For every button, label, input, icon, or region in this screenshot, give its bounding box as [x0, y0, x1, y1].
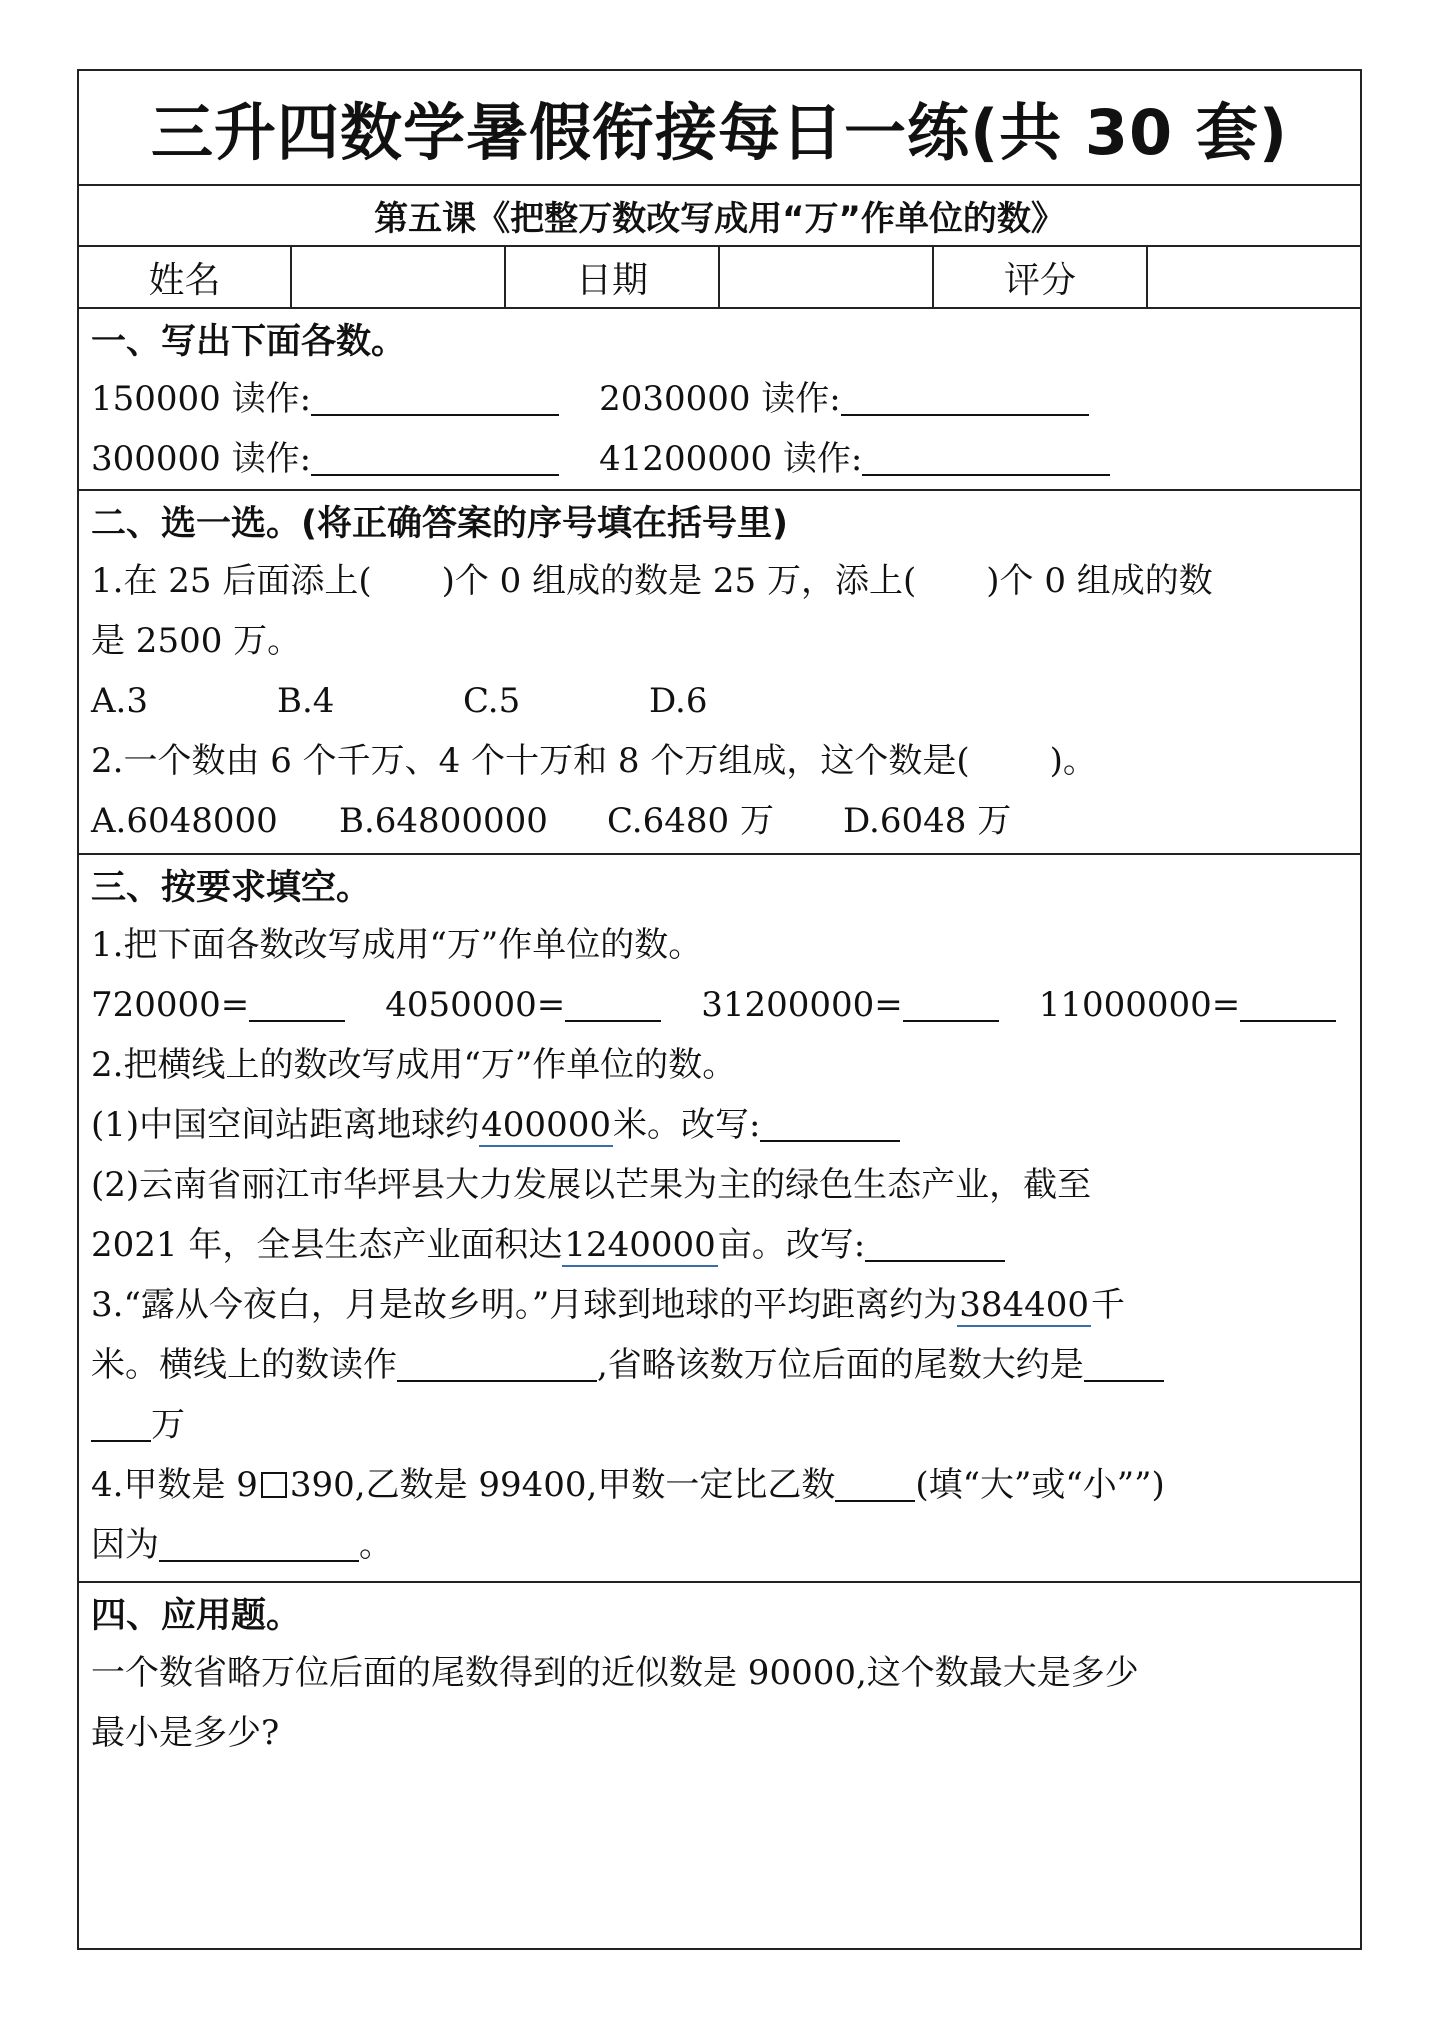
sec3-item: 4050000= — [385, 985, 566, 1025]
sec1-q4: 41200000 读作: — [599, 439, 863, 479]
answer-blank[interactable] — [91, 1400, 151, 1442]
sec1-line-2 — [91, 429, 1360, 489]
sec3-q4-text: 。 — [359, 1525, 393, 1565]
underlined-number: 400000 — [481, 1105, 611, 1145]
answer-blank[interactable] — [249, 980, 345, 1022]
sec2-q2-options — [91, 791, 1360, 851]
student-info-row — [79, 247, 1360, 309]
answer-blank[interactable] — [159, 1520, 359, 1562]
sec3-item: 11000000= — [1038, 985, 1241, 1025]
date-label: 日期 — [506, 247, 720, 307]
answer-blank[interactable] — [565, 980, 661, 1022]
answer-blank[interactable] — [835, 1460, 915, 1502]
name-field[interactable] — [292, 247, 506, 307]
score-label: 评分 — [934, 247, 1148, 307]
section-4-heading: 四、应用题。 — [91, 1596, 302, 1636]
sec1-q1: 150000 读作: — [91, 379, 312, 419]
answer-blank[interactable] — [841, 374, 1089, 416]
sec2-q2-text: 2.一个数由 6 个千万、4 个十万和 8 个万组成，这个数是( — [91, 741, 970, 781]
lesson-subtitle: 第五课《把整万数改写成用“万”作单位的数》 — [79, 186, 1360, 247]
sec4-question-line-2: 最小是多少? — [91, 1713, 280, 1753]
sec1-q3: 300000 读作: — [91, 439, 312, 479]
sec3-q2-2-line-1: (2)云南省丽江市华坪县大力发展以芒果为主的绿色生态产业，截至 — [91, 1165, 1092, 1205]
section-3 — [79, 855, 1360, 1583]
digit-box-icon[interactable] — [261, 1472, 287, 1498]
sec3-q4-text: 390,乙数是 99400,甲数一定比乙数 — [289, 1465, 836, 1505]
sec3-q3-text: ,省略该数万位后面的尾数大约是 — [597, 1345, 1084, 1385]
sec1-line-1 — [91, 369, 1360, 429]
sec3-q2-1 — [91, 1095, 1360, 1155]
sec2-q1-line-1 — [91, 551, 1360, 611]
section-2-heading: 二、选一选。(将正确答案的序号填在括号里) — [91, 504, 788, 544]
name-label: 姓名 — [79, 247, 292, 307]
sec3-q3-text: 千 — [1091, 1285, 1125, 1325]
sec3-q3-text: 3.“露从今夜白，月是故乡明。”月球到地球的平均距离约为 — [91, 1285, 958, 1325]
sec3-q4-line-1 — [91, 1455, 1360, 1515]
sec2-q1-text: 1.在 25 后面添上( — [91, 561, 372, 601]
sec3-q2-text: 米。改写: — [612, 1105, 761, 1145]
sec3-q4-text: (填“大”或“小””) — [915, 1465, 1165, 1505]
answer-blank[interactable] — [760, 1100, 900, 1142]
sec1-q2: 2030000 读作: — [599, 379, 841, 419]
answer-blank[interactable] — [903, 980, 999, 1022]
answer-blank[interactable] — [397, 1340, 597, 1382]
sec3-q4-line-2 — [91, 1515, 1360, 1575]
sec3-q3-text: 万 — [151, 1405, 185, 1445]
sec3-q3-line-3 — [91, 1395, 1360, 1455]
answer-blank[interactable] — [865, 1220, 1005, 1262]
sec2-q1-text: )个 0 组成的数是 25 万，添上( — [441, 561, 917, 601]
sec3-q2-text: 2021 年，全县生态产业面积达 — [91, 1225, 563, 1265]
option: B.4 — [277, 681, 335, 721]
option: B.64800000 — [339, 801, 548, 841]
underlined-number: 1240000 — [564, 1225, 716, 1265]
sec3-q4-text: 因为 — [91, 1525, 159, 1565]
worksheet-title: 三升四数学暑假衔接每日一练(共 30 套) — [79, 71, 1360, 186]
option: C.6480 万 — [607, 801, 774, 841]
sec3-q2-text: (1)中国空间站距离地球约 — [91, 1105, 480, 1145]
worksheet — [77, 69, 1362, 1950]
date-field[interactable] — [720, 247, 934, 307]
option: D.6048 万 — [843, 801, 1012, 841]
sec3-q3-line-1 — [91, 1275, 1360, 1335]
sec2-q1-text: )个 0 组成的数 — [986, 561, 1213, 601]
sec3-q2: 2.把横线上的数改写成用“万”作单位的数。 — [91, 1045, 737, 1085]
answer-area[interactable] — [91, 1763, 1360, 1943]
sec2-q2-line — [91, 731, 1360, 791]
sec3-q3-line-2 — [91, 1335, 1360, 1395]
section-3-heading: 三、按要求填空。 — [91, 868, 372, 908]
sec3-q2-text: 亩。改写: — [717, 1225, 866, 1265]
answer-blank[interactable] — [1240, 980, 1336, 1022]
sec3-q2-2-line-2 — [91, 1215, 1360, 1275]
option: A.3 — [91, 681, 148, 721]
option: D.6 — [649, 681, 708, 721]
section-1-heading: 一、写出下面各数。 — [91, 322, 407, 362]
sec3-q1-items — [91, 975, 1360, 1035]
section-2 — [79, 491, 1360, 855]
sec3-q1: 1.把下面各数改写成用“万”作单位的数。 — [91, 925, 703, 965]
sec4-question-line-1: 一个数省略万位后面的尾数得到的近似数是 90000,这个数最大是多少 — [91, 1653, 1139, 1693]
score-field[interactable] — [1148, 247, 1360, 307]
sec3-item: 31200000= — [701, 985, 903, 1025]
option: C.5 — [463, 681, 521, 721]
answer-blank[interactable] — [862, 434, 1110, 476]
sec3-q3-text: 米。横线上的数读作 — [91, 1345, 397, 1385]
answer-blank[interactable] — [311, 434, 559, 476]
sec2-q1-options — [91, 671, 1360, 731]
option: A.6048000 — [91, 801, 278, 841]
underlined-number: 384400 — [959, 1285, 1089, 1325]
sec2-q1-line-2: 是 2500 万。 — [91, 621, 302, 661]
answer-blank[interactable] — [311, 374, 559, 416]
section-4 — [79, 1583, 1360, 1948]
sec3-item: 720000= — [91, 985, 250, 1025]
answer-blank[interactable] — [1084, 1340, 1164, 1382]
sec3-q4-text: 4.甲数是 9 — [91, 1465, 258, 1505]
sec2-q2-text: )。 — [1049, 741, 1097, 781]
section-1 — [79, 309, 1360, 491]
